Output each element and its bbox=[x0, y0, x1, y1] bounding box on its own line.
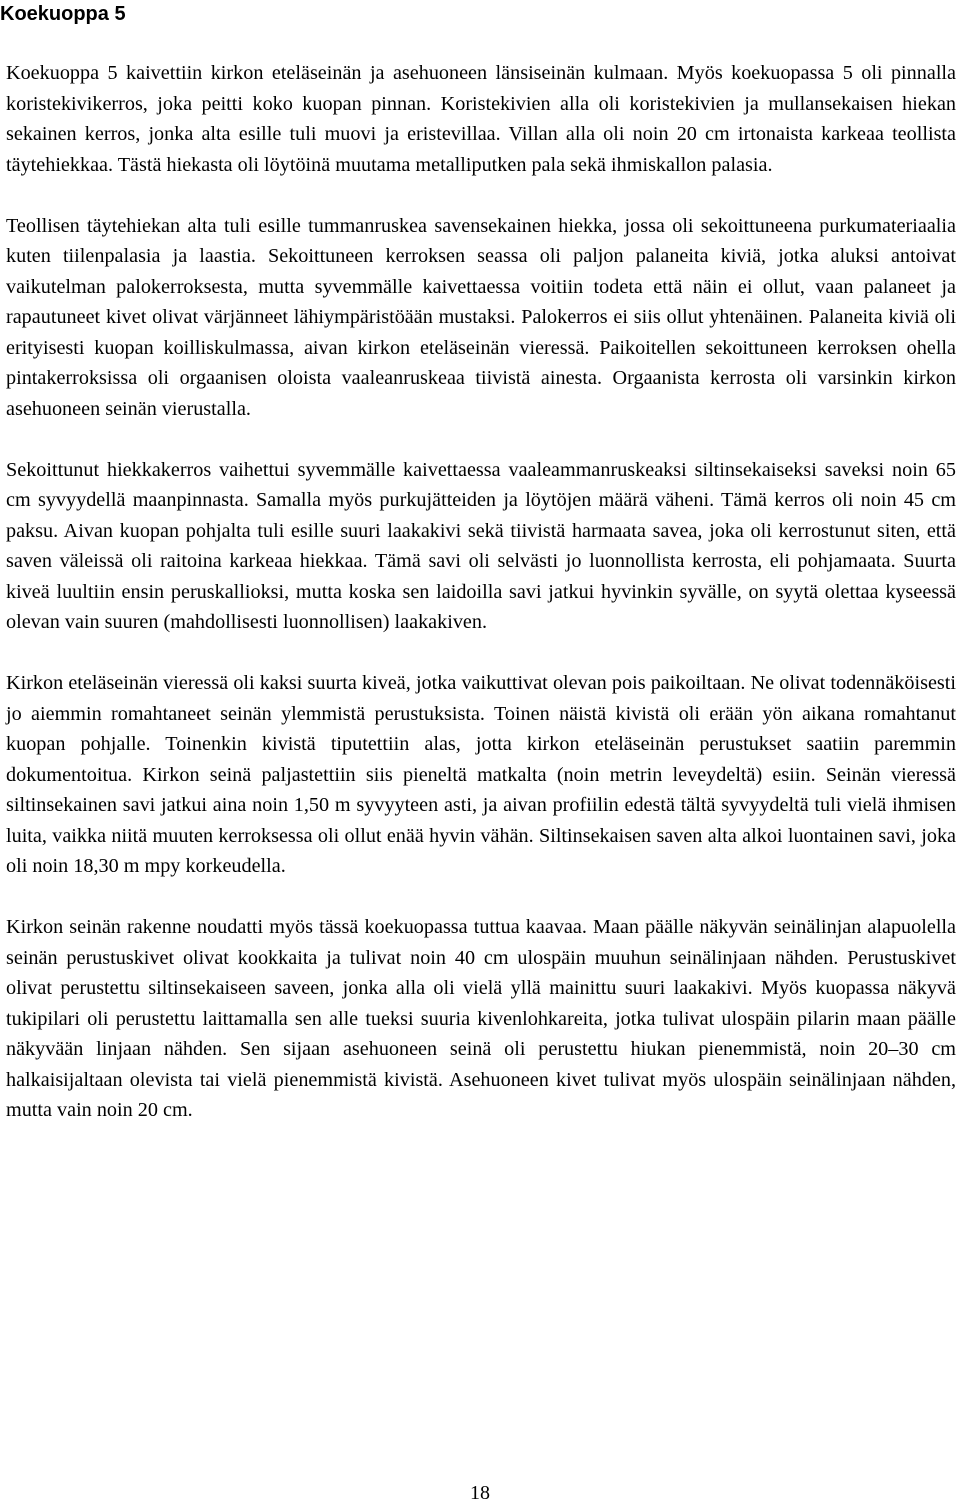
paragraph-3: Sekoittunut hiekkakerros vaihettui syvemmälle kaivettaessa vaaleammanruskeaksi siltinsekaiseksi saveksi noin 65 cm syvyydellä maanpinnasta. Samalla myös purkujätteiden ja löytöjen määrä väheni. Tämä kerros oli noin 45 cm paksu. Aivan kuopan pohjalta tuli esille suuri laakakivi sekä tiivistä harmaata savea, joka oli kerrostunut siten, että saven väleissä oli raitoina karkeaa hiekkaa. Tämä savi oli selvästi jo luonnollista kerrosta, eli pohjamaata. Suurta kiveä luultiin ensin peruskallioksi, mutta koska sen laidoilla savi jatkui hyvinkin syvälle, on syytä olettaa kyseessä olevan vain suuren (mahdollisesti luonnollisen) laakakiven. bbox=[6, 458, 956, 633]
page-title: Koekuoppa 5 bbox=[0, 3, 126, 25]
paragraph-5: Kirkon seinän rakenne noudatti myös tässä koekuopassa tuttua kaavaa. Maan päälle näkyvän seinälinjan alapuolella seinän perustuskivet olivat kookkaita ja tulivat noin 40 cm ulospäin muuhun seinälinjaan nähden. Perustuskivet olivat perustettu siltinsekaiseen saveen, jonka alla oli vielä yllä mainittu suuri laakakivi. Myös kuopassa näkyvä tukipilari oli perustettu laittamalla sen alle tueksi suuria kivenlohkareita, jotka tulivat ulospäin pilarin maan päälle näkyvään linjaan nähden. Sen sijaan asehuoneen seinä oli perustettu hiukan pienemmistä, noin 20–30 cm halkaisijaltaan olevista tai vielä pienemmistä kivistä. Asehuoneen kivet tulivat myös ulospäin seinälinjaan nähden, mutta vain noin 20 cm. bbox=[6, 916, 956, 1121]
body-text bbox=[6, 58, 956, 1156]
paragraph-4: Kirkon eteläseinän vieressä oli kaksi suurta kiveä, jotka vaikuttivat olevan pois paikoiltaan. Ne olivat todennäköisesti jo aiemmin romahtaneet seinän ylemmistä perustuksista. Toinen näistä kivistä oli erään yön aikana romahtanut kuopan pohjalle. Toinenkin kivistä tiputettiin alas, jotta kirkon eteläseinän perustukset saatiin paremmin dokumentoitua. Kirkon seinä paljastettiin siis pieneltä matkalta (noin metrin leveydeltä) esiin. Seinän vieressä siltinsekainen savi jatkui aina noin 1,50 m syvyyteen asti, ja aivan profiilin edestä tältä syvyydeltä tuli vielä ihmisen luita, vaikka niitä muuten kerroksessa oli ollut enää hyvin vähän. Siltinsekaisen saven alta alkoi luontainen savi, joka oli noin 18,30 m mpy korkeudella. bbox=[6, 672, 956, 877]
paragraph-1: Koekuoppa 5 kaivettiin kirkon eteläseinän ja asehuoneen länsiseinän kulmaan. Myös koekuopassa 5 oli pinnalla koristekivikerros, joka peitti koko kuopan pinnan. Koristekivien alla oli koristekivien ja mullansekaisen hiekan sekainen kerros, jonka alta esille tuli muovi ja eristevillaa. Villan alla oli noin 20 cm irtonaista karkeaa teollista täytehiekkaa. Tästä hiekasta oli löytöinä muutama metalliputken pala sekä ihmiskallon palasia. bbox=[6, 62, 956, 176]
page-number: 18 bbox=[470, 1482, 490, 1504]
paragraph-2: Teollisen täytehiekan alta tuli esille tummanruskea savensekainen hiekka, jossa oli sekoittuneena purkumateriaalia kuten tiilenpalasia ja laastia. Sekoittuneen kerroksen seassa oli paljon palaneita kiviä, jotka aluksi antoivat vaikutelman palokerroksesta, mutta syvemmälle kaivettaessa voitiin todeta että näin ei ollut, vaan palaneet ja rapautuneet kivet olivat värjänneet lähiympäristöään mustaksi. Palokerros ei siis ollut yhtenäinen. Palaneita kiviä oli erityisesti kuopan koilliskulmassa, aivan kirkon eteläseinän vieressä. Paikoitellen sekoittuneen kerroksen ohella pintakerroksissa oli orgaanisen oloista vaaleanruskeaa tiivistä ainesta. Orgaanista kerrosta oli varsinkin kirkon asehuoneen seinän vierustalla. bbox=[6, 214, 956, 420]
